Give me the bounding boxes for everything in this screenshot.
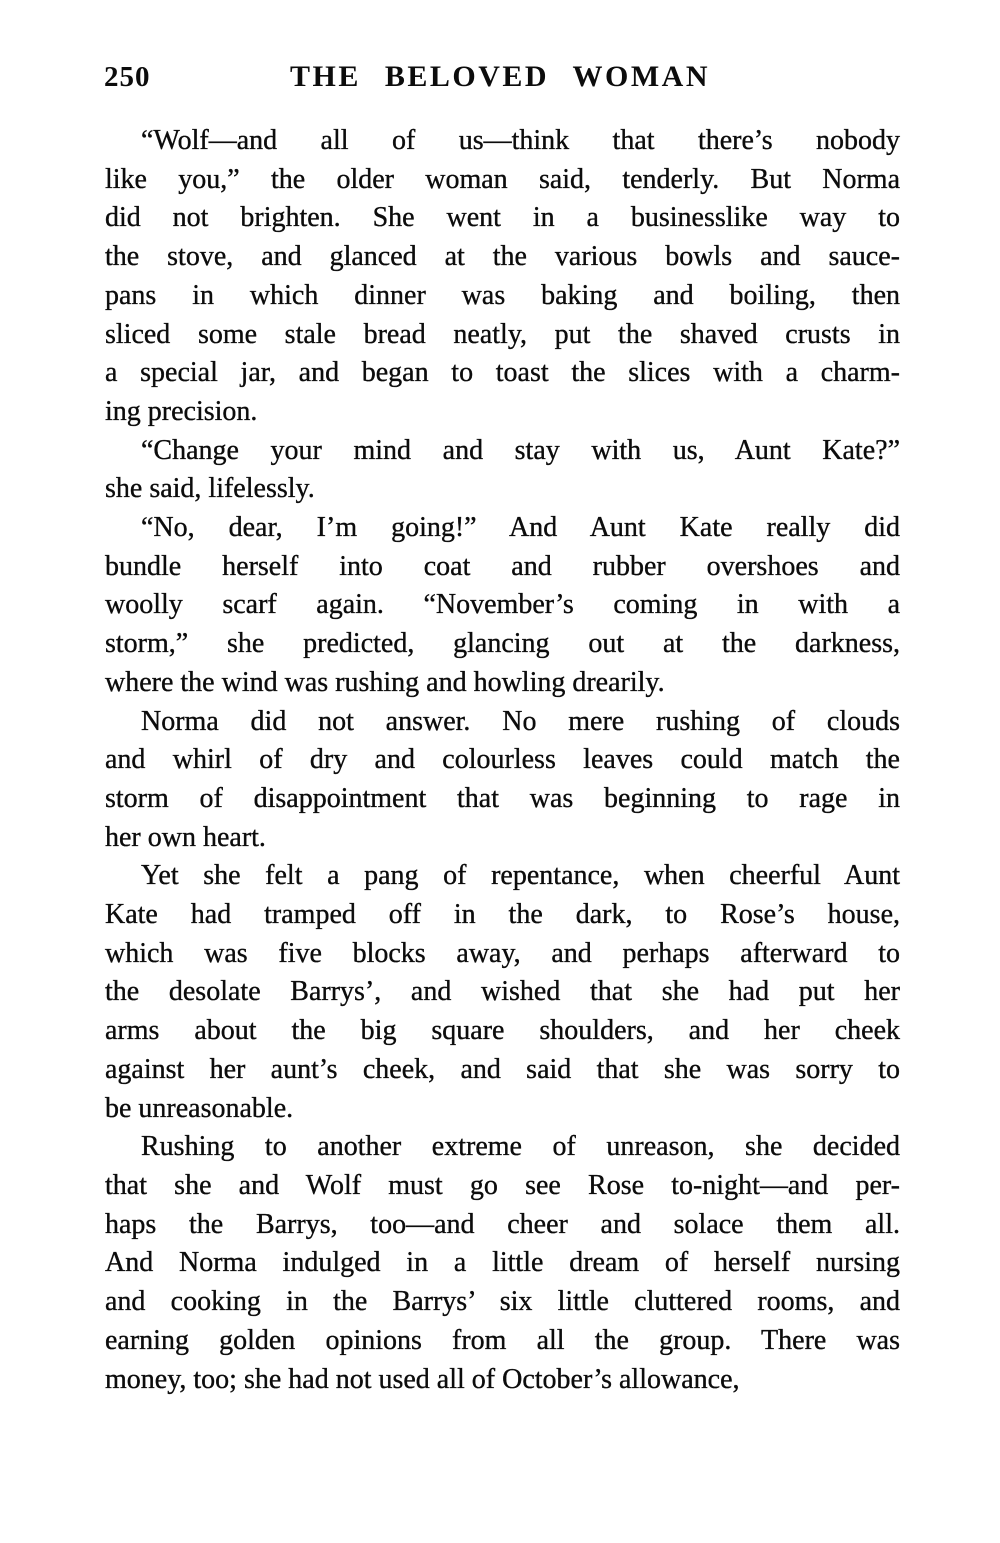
running-title: THE BELOVED WOMAN — [290, 60, 710, 93]
text-line: woolly scarf again. “November’s coming in with a — [105, 589, 900, 621]
text-line: And Norma indulged in a little dream of herself nursing — [105, 1247, 900, 1279]
text-line: pans in which dinner was baking and boiling, then — [105, 279, 900, 311]
text-line: earning golden opinions from all the group. There was — [105, 1324, 900, 1356]
text-line: haps the Barrys, too—and cheer and solace them all. — [105, 1208, 900, 1240]
text-line: storm of disappointment that was beginning to rage in — [105, 782, 900, 814]
text-line: Rushing to another extreme of unreason, she decided — [141, 1131, 900, 1163]
text-line: Norma did not answer. No mere rushing of clouds — [141, 705, 900, 737]
text-line: she said, lifelessly. — [105, 473, 315, 505]
text-line: a special jar, and began to toast the slices with a charm- — [105, 357, 900, 389]
page-body — [105, 122, 900, 1399]
text-line: did not brighten. She went in a businesslike way to — [105, 202, 900, 234]
paragraph — [105, 703, 900, 858]
text-line: arms about the big square shoulders, and her cheek — [105, 1015, 900, 1047]
text-line: Yet she felt a pang of repentance, when cheerful Aunt — [141, 860, 900, 892]
text-line: “No, dear, I’m going!” And Aunt Kate really did — [141, 512, 900, 544]
text-line: the stove, and glanced at the various bowls and sauce- — [105, 241, 900, 273]
paragraph — [105, 432, 900, 509]
paragraph — [105, 509, 900, 703]
text-line: sliced some stale bread neatly, put the shaved crusts in — [105, 318, 900, 350]
text-line: money, too; she had not used all of October’s allowance, — [105, 1363, 740, 1395]
page-header — [0, 60, 1000, 100]
text-line: ing precision. — [105, 395, 258, 427]
page-number: 250 — [104, 61, 151, 93]
text-line: the desolate Barrys’, and wished that she had put her — [105, 976, 900, 1008]
text-line: her own heart. — [105, 821, 266, 853]
text-line: storm,” she predicted, glancing out at the darkness, — [105, 628, 900, 660]
text-line: Kate had tramped off in the dark, to Rose’s house, — [105, 899, 900, 931]
text-line: and cooking in the Barrys’ six little cluttered rooms, and — [105, 1286, 900, 1318]
paragraph — [105, 1128, 900, 1399]
text-line: bundle herself into coat and rubber overshoes and — [105, 550, 900, 582]
text-line: where the wind was rushing and howling drearily. — [105, 666, 665, 698]
text-line: which was five blocks away, and perhaps afterward to — [105, 937, 900, 969]
paragraph — [105, 857, 900, 1128]
text-line: be unreasonable. — [105, 1092, 294, 1124]
text-line: “Wolf—and all of us—think that there’s nobody — [141, 125, 900, 156]
text-line: and whirl of dry and colourless leaves could match the — [105, 744, 900, 776]
text-line: “Change your mind and stay with us, Aunt Kate?” — [141, 434, 900, 466]
text-line: that she and Wolf must go see Rose to-night—and per- — [105, 1169, 900, 1201]
text-line: like you,” the older woman said, tenderly. But Norma — [105, 163, 900, 195]
paragraph — [105, 122, 900, 432]
text-line: against her aunt’s cheek, and said that she was sorry to — [105, 1053, 900, 1085]
